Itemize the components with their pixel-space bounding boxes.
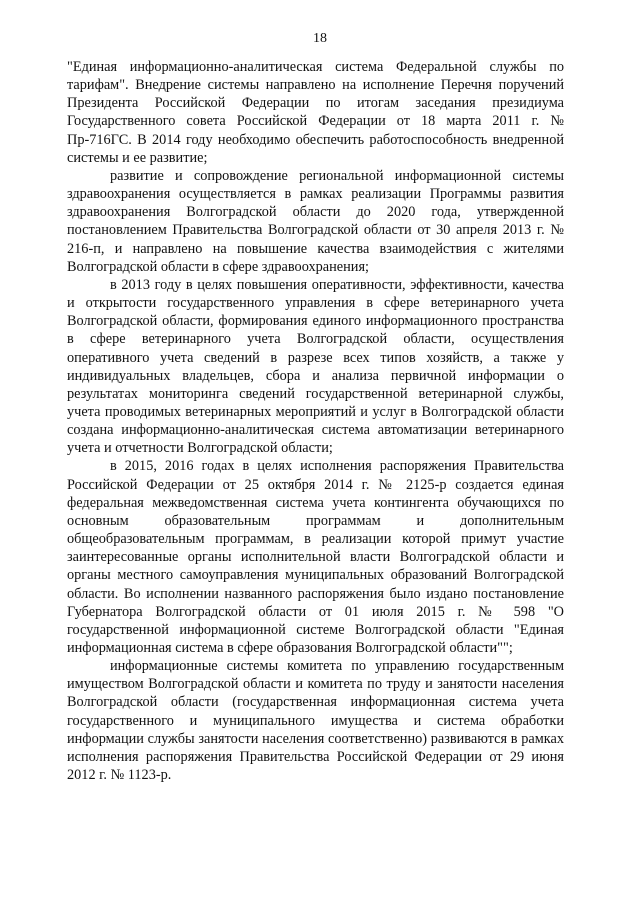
- paragraph-property-employment-systems: информационные системы комитета по управлению государственным имуществом Волгоградской области и комитета по труду и занятости населения Волгоградской области (государственная информационная система учета государственного и муниципального имущества и система обработки информации службы занятости населения соответственно) развиваются в рамках исполнения распоряжения Правительства Российской Федерации от 29 июня 2012 г. № 1123-р.: [67, 658, 564, 784]
- paragraph-veterinary-system: в 2013 году в целях повышения оперативности, эффективности, качества и открытости государственного управления в сфере ветеринарного учета Волгоградской области, формирования единого информационного пространства в сфере ветеринарного учета Волгоградской области, осуществления оперативного учета сведений в разрезе всех типов хозяйств, а также у индивидуальных владельцев, сбора и анализа первичной информации о результатах мониторинга сведений государственной ветеринарной службы, учета проводимых ветеринарных мероприятий и услуг в Волгоградской области создана информационно-аналитическая система автоматизации ветеринарного учета и отчетности Волгоградской области;: [67, 276, 564, 457]
- paragraph-healthcare-system: развитие и сопровождение региональной информационной системы здравоохранения осуществляется в рамках реализации Программы развития здравоохранения Волгоградской области до 2020 года, утвержденной постановлением Правительства Волгоградской области от 30 апреля 2013 г. № 216-п, и направлено на повышение качества взаимодействия с жителями Волгоградской области в сфере здравоохранения;: [67, 167, 564, 275]
- page-number: 18: [313, 31, 327, 46]
- paragraph-fas-tariffs-system: "Единая информационно-аналитическая система Федеральной службы по тарифам". Внедрение системы направлено на исполнение Перечня поручений Президента Российской Федерации по итогам заседания президиума Государственного совета Российской Федерации от 18 марта 2011 г. № Пр-716ГС. В 2014 году необходимо обеспечить работоспособность внедренной системы и ее развитие;: [67, 59, 564, 166]
- document-body: [67, 58, 564, 784]
- paragraph-education-system: в 2015, 2016 годах в целях исполнения распоряжения Правительства Российской Федерации от 25 октября 2014 г. № 2125-р создается единая федеральная межведомственная система учета контингента обучающихся по основным образовательным программам и дополнительным общеобразовательным программам, в реализации которой примут участие заинтересованные органы исполнительной власти Волгоградской области и органы местного самоуправления муниципальных образований Волгоградской области. Во исполнении названного распоряжения было издано постановление Губернатора Волгоградской области от 01 июля 2015 г. № 598 "О государственной информационной системе Волгоградской области "Единая информационная система в сфере образования Волгоградской области"";: [67, 458, 564, 656]
